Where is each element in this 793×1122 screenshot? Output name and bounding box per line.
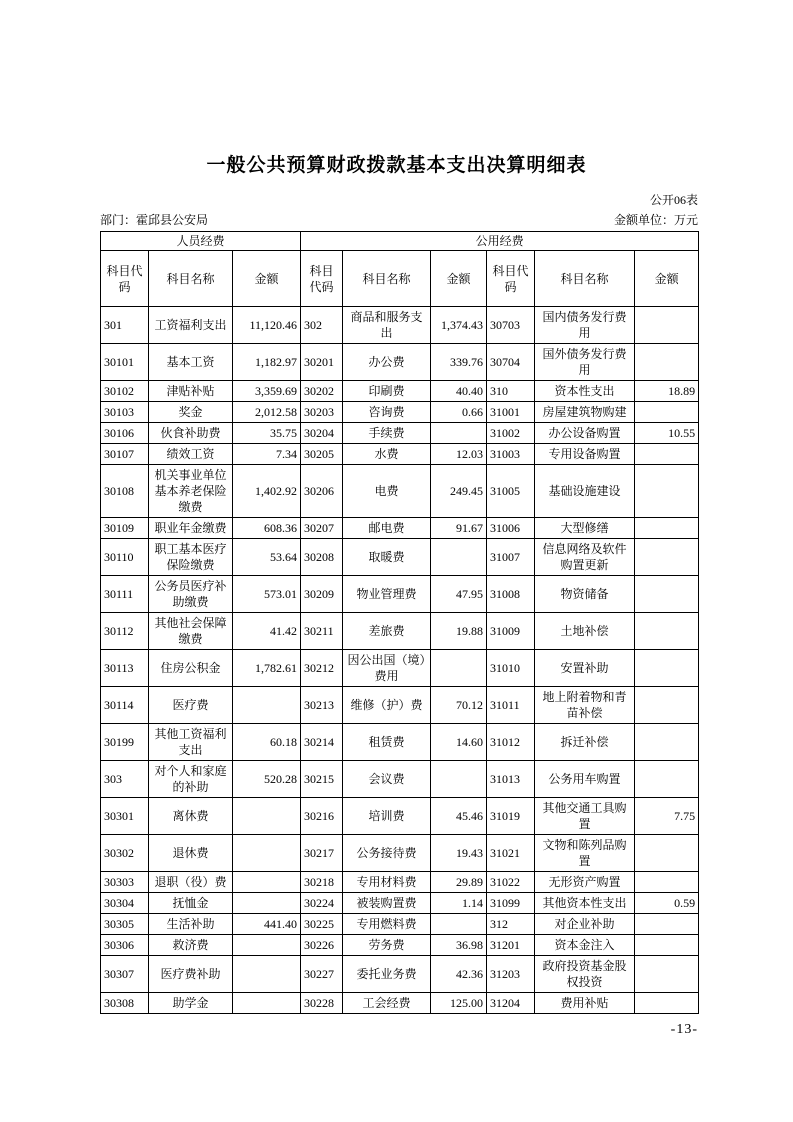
subject-name-cell: 对企业补助: [535, 914, 635, 935]
subject-amount-cell: 19.43: [431, 835, 487, 872]
subject-amount-cell: 0.66: [431, 402, 487, 423]
subject-amount-cell: 1.14: [431, 893, 487, 914]
subject-name-cell: 因公出国（境）费用: [343, 650, 431, 687]
subject-amount-cell: [635, 344, 699, 381]
subject-code-cell: 31012: [487, 724, 535, 761]
subject-amount-cell: [635, 761, 699, 798]
subject-name-cell: 住房公积金: [149, 650, 233, 687]
subject-code-cell: 30209: [301, 576, 343, 613]
col-header-amount-2: 金额: [431, 251, 487, 307]
subject-code-cell: 30306: [101, 935, 149, 956]
subject-name-cell: 国内债务发行费用: [535, 307, 635, 344]
subject-name-cell: 绩效工资: [149, 444, 233, 465]
subject-amount-cell: [233, 893, 301, 914]
subject-name-cell: 工会经费: [343, 993, 431, 1014]
subject-amount-cell: [635, 539, 699, 576]
subject-name-cell: 印刷费: [343, 381, 431, 402]
subject-code-cell: 31021: [487, 835, 535, 872]
col-header-code-3: 科目代码: [487, 251, 535, 307]
subject-amount-cell: [233, 993, 301, 1014]
subject-code-cell: 30212: [301, 650, 343, 687]
subject-code-cell: 30201: [301, 344, 343, 381]
subject-code-cell: 31203: [487, 956, 535, 993]
col-header-name-2: 科目名称: [343, 251, 431, 307]
table-row: [101, 798, 699, 835]
subject-amount-cell: 1,402.92: [233, 465, 301, 518]
subject-code-cell: 31010: [487, 650, 535, 687]
column-header-row: [101, 251, 699, 307]
subject-name-cell: 退职（役）费: [149, 872, 233, 893]
subject-amount-cell: [233, 935, 301, 956]
subject-code-cell: 31201: [487, 935, 535, 956]
table-row: [101, 402, 699, 423]
table-row: [101, 761, 699, 798]
subject-amount-cell: 125.00: [431, 993, 487, 1014]
subject-name-cell: 资本性支出: [535, 381, 635, 402]
subject-name-cell: 助学金: [149, 993, 233, 1014]
subject-code-cell: 30107: [101, 444, 149, 465]
subject-name-cell: 会议费: [343, 761, 431, 798]
subject-code-cell: 301: [101, 307, 149, 344]
table-row: [101, 935, 699, 956]
subject-code-cell: 312: [487, 914, 535, 935]
subject-name-cell: 公务员医疗补助缴费: [149, 576, 233, 613]
table-row: [101, 465, 699, 518]
subject-code-cell: 31022: [487, 872, 535, 893]
table-row: [101, 381, 699, 402]
subject-amount-cell: 12.03: [431, 444, 487, 465]
subject-amount-cell: 18.89: [635, 381, 699, 402]
subject-amount-cell: [635, 687, 699, 724]
table-row: [101, 893, 699, 914]
subject-name-cell: 抚恤金: [149, 893, 233, 914]
table-row: [101, 956, 699, 993]
subject-amount-cell: 441.40: [233, 914, 301, 935]
subject-code-cell: 30226: [301, 935, 343, 956]
subject-amount-cell: [635, 872, 699, 893]
subject-code-cell: 30202: [301, 381, 343, 402]
subject-code-cell: 30110: [101, 539, 149, 576]
subject-name-cell: 水费: [343, 444, 431, 465]
table-row: [101, 724, 699, 761]
subject-amount-cell: [635, 307, 699, 344]
subject-code-cell: 30206: [301, 465, 343, 518]
subject-amount-cell: 36.98: [431, 935, 487, 956]
subject-amount-cell: [635, 724, 699, 761]
subject-code-cell: 30103: [101, 402, 149, 423]
subject-name-cell: 伙食补助费: [149, 423, 233, 444]
subject-name-cell: 取暖费: [343, 539, 431, 576]
subject-code-cell: 30224: [301, 893, 343, 914]
subject-name-cell: 资本金注入: [535, 935, 635, 956]
subject-code-cell: 30307: [101, 956, 149, 993]
subject-code-cell: 30216: [301, 798, 343, 835]
subject-name-cell: 津贴补贴: [149, 381, 233, 402]
subject-amount-cell: 29.89: [431, 872, 487, 893]
subject-name-cell: 奖金: [149, 402, 233, 423]
subject-name-cell: 专用设备购置: [535, 444, 635, 465]
subject-name-cell: 维修（护）费: [343, 687, 431, 724]
subject-code-cell: 31009: [487, 613, 535, 650]
subject-code-cell: 31005: [487, 465, 535, 518]
table-row: [101, 576, 699, 613]
subject-name-cell: 办公设备购置: [535, 423, 635, 444]
subject-name-cell: 土地补偿: [535, 613, 635, 650]
subject-code-cell: 30228: [301, 993, 343, 1014]
subject-name-cell: 咨询费: [343, 402, 431, 423]
subject-code-cell: 30215: [301, 761, 343, 798]
subject-code-cell: 30227: [301, 956, 343, 993]
subject-name-cell: 办公费: [343, 344, 431, 381]
table-row: [101, 993, 699, 1014]
budget-table: [100, 231, 699, 1014]
subject-amount-cell: 53.64: [233, 539, 301, 576]
subject-amount-cell: [635, 613, 699, 650]
subject-name-cell: 租赁费: [343, 724, 431, 761]
subject-code-cell: 30207: [301, 518, 343, 539]
subject-name-cell: 生活补助: [149, 914, 233, 935]
subject-code-cell: 30305: [101, 914, 149, 935]
subject-name-cell: 邮电费: [343, 518, 431, 539]
col-header-name-1: 科目名称: [149, 251, 233, 307]
group-header-public: 公用经费: [301, 232, 699, 251]
subject-amount-cell: [635, 650, 699, 687]
subject-amount-cell: 1,374.43: [431, 307, 487, 344]
subject-name-cell: 公务用车购置: [535, 761, 635, 798]
subject-amount-cell: [431, 761, 487, 798]
subject-name-cell: 政府投资基金股权投资: [535, 956, 635, 993]
subject-name-cell: 差旅费: [343, 613, 431, 650]
subject-amount-cell: [233, 835, 301, 872]
subject-amount-cell: 7.34: [233, 444, 301, 465]
subject-name-cell: 被装购置费: [343, 893, 431, 914]
subject-name-cell: 手续费: [343, 423, 431, 444]
subject-amount-cell: [635, 518, 699, 539]
subject-amount-cell: [635, 402, 699, 423]
subject-name-cell: 安置补助: [535, 650, 635, 687]
subject-code-cell: 30302: [101, 835, 149, 872]
col-header-name-3: 科目名称: [535, 251, 635, 307]
subject-code-cell: 30213: [301, 687, 343, 724]
subject-code-cell: 30114: [101, 687, 149, 724]
page-number: -13-: [670, 1022, 698, 1037]
subject-name-cell: 对个人和家庭的补助: [149, 761, 233, 798]
subject-code-cell: 30211: [301, 613, 343, 650]
subject-name-cell: 基础设施建设: [535, 465, 635, 518]
subject-amount-cell: 339.76: [431, 344, 487, 381]
document-content: [100, 191, 698, 1038]
subject-code-cell: 30108: [101, 465, 149, 518]
subject-name-cell: 医疗费补助: [149, 956, 233, 993]
subject-name-cell: 商品和服务支出: [343, 307, 431, 344]
subject-name-cell: 专用燃料费: [343, 914, 431, 935]
subject-code-cell: 30204: [301, 423, 343, 444]
subject-code-cell: 30703: [487, 307, 535, 344]
meta-line: [100, 211, 698, 228]
subject-name-cell: 专用材料费: [343, 872, 431, 893]
subject-code-cell: 30111: [101, 576, 149, 613]
subject-amount-cell: 1,182.97: [233, 344, 301, 381]
subject-code-cell: 31003: [487, 444, 535, 465]
subject-code-cell: 31011: [487, 687, 535, 724]
subject-amount-cell: 40.40: [431, 381, 487, 402]
subject-code-cell: 30101: [101, 344, 149, 381]
subject-amount-cell: 11,120.46: [233, 307, 301, 344]
subject-amount-cell: [635, 914, 699, 935]
subject-code-cell: 30704: [487, 344, 535, 381]
subject-amount-cell: [635, 993, 699, 1014]
subject-name-cell: 其他工资福利支出: [149, 724, 233, 761]
subject-code-cell: 31013: [487, 761, 535, 798]
subject-amount-cell: 0.59: [635, 893, 699, 914]
subject-amount-cell: 608.36: [233, 518, 301, 539]
table-row: [101, 518, 699, 539]
subject-amount-cell: [431, 650, 487, 687]
subject-name-cell: 无形资产购置: [535, 872, 635, 893]
subject-name-cell: 大型修缮: [535, 518, 635, 539]
form-number-label: 公开06表: [649, 193, 698, 207]
subject-amount-cell: 3,359.69: [233, 381, 301, 402]
subject-code-cell: 30301: [101, 798, 149, 835]
subject-name-cell: 其他社会保障缴费: [149, 613, 233, 650]
subject-code-cell: 31001: [487, 402, 535, 423]
subject-code-cell: 30218: [301, 872, 343, 893]
subject-amount-cell: 41.42: [233, 613, 301, 650]
subject-name-cell: 培训费: [343, 798, 431, 835]
subject-amount-cell: [431, 539, 487, 576]
table-body: [101, 307, 699, 1014]
subject-name-cell: 物业管理费: [343, 576, 431, 613]
subject-amount-cell: [233, 687, 301, 724]
unit-label: 金额单位：万元: [613, 213, 698, 227]
subject-code-cell: 30112: [101, 613, 149, 650]
subject-amount-cell: 91.67: [431, 518, 487, 539]
table-row: [101, 613, 699, 650]
subject-name-cell: 职工基本医疗保险缴费: [149, 539, 233, 576]
subject-code-cell: 30225: [301, 914, 343, 935]
subject-name-cell: 公务接待费: [343, 835, 431, 872]
subject-amount-cell: 45.46: [431, 798, 487, 835]
subject-name-cell: 物资储备: [535, 576, 635, 613]
subject-name-cell: 房屋建筑物购建: [535, 402, 635, 423]
table-row: [101, 872, 699, 893]
subject-amount-cell: 19.88: [431, 613, 487, 650]
subject-amount-cell: 249.45: [431, 465, 487, 518]
subject-name-cell: 国外债务发行费用: [535, 344, 635, 381]
subject-name-cell: 地上附着物和青苗补偿: [535, 687, 635, 724]
subject-amount-cell: 14.60: [431, 724, 487, 761]
table-row: [101, 914, 699, 935]
table-row: [101, 650, 699, 687]
subject-name-cell: 文物和陈列品购置: [535, 835, 635, 872]
subject-name-cell: 职业年金缴费: [149, 518, 233, 539]
table-row: [101, 687, 699, 724]
table-row: [101, 444, 699, 465]
subject-amount-cell: 10.55: [635, 423, 699, 444]
subject-name-cell: 电费: [343, 465, 431, 518]
subject-amount-cell: 2,012.58: [233, 402, 301, 423]
subject-code-cell: 30304: [101, 893, 149, 914]
subject-code-cell: 310: [487, 381, 535, 402]
subject-code-cell: 30217: [301, 835, 343, 872]
subject-name-cell: 救济费: [149, 935, 233, 956]
subject-amount-cell: [635, 576, 699, 613]
subject-name-cell: 其他资本性支出: [535, 893, 635, 914]
subject-code-cell: 31007: [487, 539, 535, 576]
page-title: 一般公共预算财政拨款基本支出决算明细表: [206, 155, 587, 176]
subject-name-cell: 医疗费: [149, 687, 233, 724]
subject-code-cell: 30106: [101, 423, 149, 444]
subject-code-cell: 30214: [301, 724, 343, 761]
subject-code-cell: 30199: [101, 724, 149, 761]
table-row: [101, 344, 699, 381]
subject-code-cell: 30102: [101, 381, 149, 402]
subject-name-cell: 退休费: [149, 835, 233, 872]
subject-name-cell: 费用补贴: [535, 993, 635, 1014]
subject-code-cell: 30308: [101, 993, 149, 1014]
table-row: [101, 539, 699, 576]
table-row: [101, 307, 699, 344]
subject-amount-cell: [431, 423, 487, 444]
group-header-personnel: 人员经费: [101, 232, 301, 251]
department-label: 部门：霍邱县公安局: [100, 213, 209, 227]
subject-amount-cell: 60.18: [233, 724, 301, 761]
col-header-code-2: 科目代码: [301, 251, 343, 307]
subject-code-cell: 31019: [487, 798, 535, 835]
subject-code-cell: 31099: [487, 893, 535, 914]
subject-amount-cell: [635, 935, 699, 956]
subject-amount-cell: [635, 444, 699, 465]
subject-amount-cell: 42.36: [431, 956, 487, 993]
table-row: [101, 423, 699, 444]
subject-name-cell: 委托业务费: [343, 956, 431, 993]
col-header-amount-3: 金额: [635, 251, 699, 307]
subject-name-cell: 机关事业单位基本养老保险缴费: [149, 465, 233, 518]
subject-name-cell: 其他交通工具购置: [535, 798, 635, 835]
subject-code-cell: 31204: [487, 993, 535, 1014]
subject-code-cell: 303: [101, 761, 149, 798]
subject-name-cell: 劳务费: [343, 935, 431, 956]
subject-amount-cell: 35.75: [233, 423, 301, 444]
subject-amount-cell: [635, 465, 699, 518]
subject-name-cell: 拆迁补偿: [535, 724, 635, 761]
subject-amount-cell: [635, 956, 699, 993]
subject-name-cell: 离休费: [149, 798, 233, 835]
subject-amount-cell: 70.12: [431, 687, 487, 724]
subject-code-cell: 30113: [101, 650, 149, 687]
subject-amount-cell: [431, 914, 487, 935]
col-header-amount-1: 金额: [233, 251, 301, 307]
subject-amount-cell: 47.95: [431, 576, 487, 613]
subject-code-cell: 30203: [301, 402, 343, 423]
subject-name-cell: 信息网络及软件购置更新: [535, 539, 635, 576]
subject-amount-cell: [233, 798, 301, 835]
col-header-code-1: 科目代码: [101, 251, 149, 307]
subject-amount-cell: [233, 872, 301, 893]
table-row: [101, 835, 699, 872]
subject-name-cell: 工资福利支出: [149, 307, 233, 344]
subject-name-cell: 基本工资: [149, 344, 233, 381]
subject-amount-cell: 7.75: [635, 798, 699, 835]
subject-code-cell: 30109: [101, 518, 149, 539]
subject-code-cell: 31008: [487, 576, 535, 613]
subject-amount-cell: [233, 956, 301, 993]
subject-code-cell: 30208: [301, 539, 343, 576]
subject-amount-cell: 573.01: [233, 576, 301, 613]
group-header-row: [101, 232, 699, 251]
subject-code-cell: 302: [301, 307, 343, 344]
subject-code-cell: 31006: [487, 518, 535, 539]
subject-amount-cell: 520.28: [233, 761, 301, 798]
subject-amount-cell: [635, 835, 699, 872]
subject-code-cell: 31002: [487, 423, 535, 444]
subject-code-cell: 30205: [301, 444, 343, 465]
subject-code-cell: 30303: [101, 872, 149, 893]
subject-amount-cell: 1,782.61: [233, 650, 301, 687]
